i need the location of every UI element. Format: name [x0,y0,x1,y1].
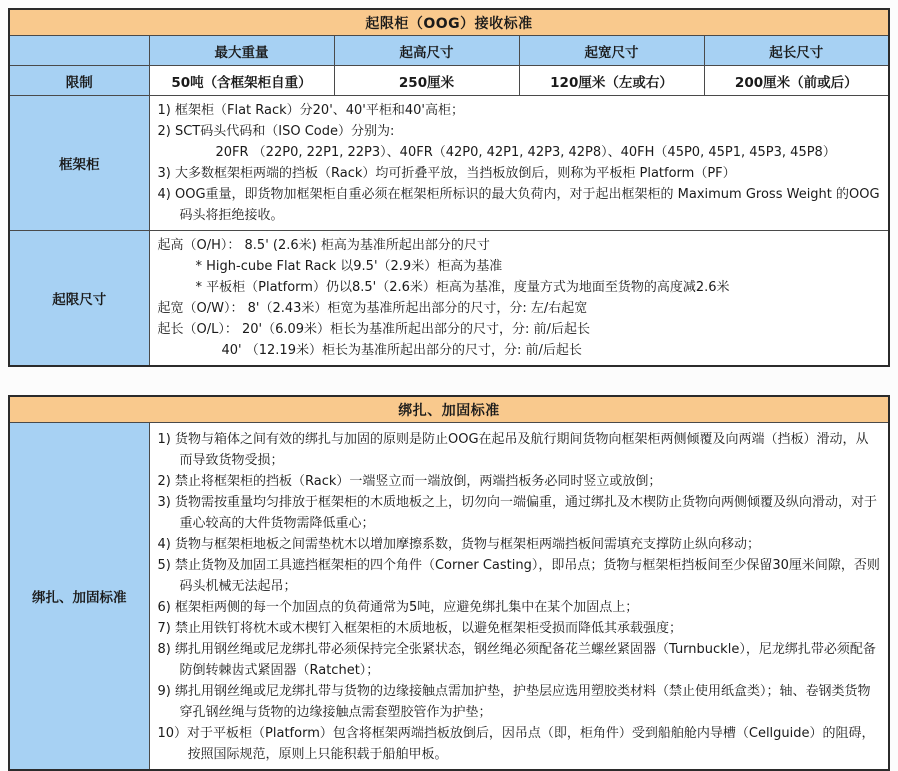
table-spacer [8,367,890,395]
dim-line-over-width: 起宽（O/W）： 8'（2.43米）柜宽为基准所起出部分的尺寸，分: 左/右起宽 [157,301,588,316]
dim-line-over-length-40: 40' （12.19米）柜长为基准所起出部分的尺寸，分: 前/后起长 [221,343,582,358]
dim-line-over-height: 起高（O/H）： 8.5' (2.6米) 柜高为基准所起出部分的尺寸 [157,238,490,253]
flat-rack-row-label: 框架柜 [9,96,149,231]
flat-rack-row [9,96,889,231]
dim-line-over-length: 起长（O/L）： 20'（6.09米）柜长为基准所起出部分的尺寸，分: 前/后起长 [157,322,590,337]
limit-over-width-value: 120厘米（左或右） [519,66,704,96]
header-cell-empty [9,36,149,66]
lashing-table [8,395,890,771]
lashing-content-row [9,423,889,771]
limit-row-label: 限制 [9,66,149,96]
flat-rack-note-3: 3) 大多数框架柜两端的挡板（Rack）均可折叠平放，当挡板放倒后，则称为平板柜 Platform（PF） [157,166,736,181]
flat-rack-note-4: 4) OOG重量，即货物加框架柜自重必须在框架柜所标识的最大负荷内，对于起出框架柜的 Maximum Gross Weight 的OOG码头将拒绝接收。 [157,187,880,223]
lashing-item-3: 3) 货物需按重量均匀排放于框架柜的木质地板之上，切勿向一端偏重，通过绑扎及木楔防止货物向两侧倾覆及纵向滑动，对于重心较高的大件货物需降低重心； [157,495,877,531]
lashing-item-4: 4) 货物与框架柜地板之间需垫枕木以增加摩擦系数，货物与框架柜两端挡板间需填充支撑防止纵向移动； [157,537,760,552]
limit-max-weight-value: 50吨（含框架柜自重） [149,66,334,96]
oog-title-row [9,9,889,36]
lashing-item-5: 5) 禁止货物及加固工具遮挡框架柜的四个角件（Corner Casting），即吊点；货物与框架柜挡板间至少保留30厘米间隙，否则码头机械无法起吊； [157,558,880,594]
flat-rack-note-2a: 20FR （22P0, 22P1, 22P3）、40FR（42P0, 42P1, 42P3, 42P8）、40FH（45P0, 45P1, 45P3, 45P8） [215,145,836,160]
limit-row [9,66,889,96]
header-cell-over-length: 起长尺寸 [704,36,889,66]
dim-line-platform-note: * 平板柜（Platform）仍以8.5'（2.6米）柜高为基准，度量方式为地面至货物的高度减2.6米 [195,280,730,295]
header-cell-over-height: 起高尺寸 [334,36,519,66]
lashing-title-row [9,396,889,423]
limit-over-length-value: 200厘米（前或后） [704,66,889,96]
header-cell-over-width: 起宽尺寸 [519,36,704,66]
lashing-item-7: 7) 禁止用铁钉将枕木或木楔钉入框架柜的木质地板，以避免框架柜受损而降低其承载强度； [157,621,682,636]
header-cell-max-weight: 最大重量 [149,36,334,66]
lashing-item-10: 10）对于平板柜（Platform）包含将框架两端挡板放倒后，因吊点（即，柜角件）受到船舶舱内导槽（Cellguide）的阻碍，按照国际规范，原则上只能积载于船舶甲板。 [157,726,875,762]
flat-rack-notes [149,96,889,231]
lashing-item-9: 9) 绑扎用钢丝绳或尼龙绑扎带与货物的边缘接触点需加护垫，护垫层应选用塑胶类材料（禁止使用纸盒类）；轴、卷钢类货物穿孔钢丝绳与货物的边缘接触点需套塑胶管作为护垫； [157,684,871,720]
lashing-item-1: 1) 货物与箱体之间有效的绑扎与加固的原则是防止OOG在起吊及航行期间货物向框架柜两侧倾覆及向两端（挡板）滑动，从而导致货物受损； [157,432,869,468]
lashing-items [149,423,889,771]
oog-dim-row-label: 起限尺寸 [9,231,149,367]
lashing-table-title: 绑扎、加固标准 [9,396,889,423]
oog-dim-notes [149,231,889,367]
limit-over-height-value: 250厘米 [334,66,519,96]
dim-line-highcube-note: * High-cube Flat Rack 以9.5'（2.9米）柜高为基准 [195,259,503,274]
lashing-item-8: 8) 绑扎用钢丝绳或尼龙绑扎带必须保持完全张紧状态，钢丝绳必须配备花兰螺丝紧固器（Turnbuckle），尼龙绑扎带必须配备防倒转棘齿式紧固器（Ratchet）； [157,642,876,678]
oog-acceptance-table [8,8,890,367]
oog-table-title: 起限柜（OOG）接收标准 [9,9,889,36]
flat-rack-note-2: 2) SCT码头代码和（ISO Code）分别为: [157,124,395,139]
oog-header-row [9,36,889,66]
oog-dim-row [9,231,889,367]
lashing-item-6: 6) 框架柜两侧的每一个加固点的负荷通常为5吨，应避免绑扎集中在某个加固点上； [157,600,639,615]
flat-rack-note-1: 1) 框架柜（Flat Rack）分20'、40'平柜和40'高柜； [157,103,464,118]
lashing-row-label: 绑扎、加固标准 [9,423,149,771]
lashing-item-2: 2) 禁止将框架柜的挡板（Rack）一端竖立而一端放倒，两端挡板务必同时竖立或放倒； [157,474,662,489]
